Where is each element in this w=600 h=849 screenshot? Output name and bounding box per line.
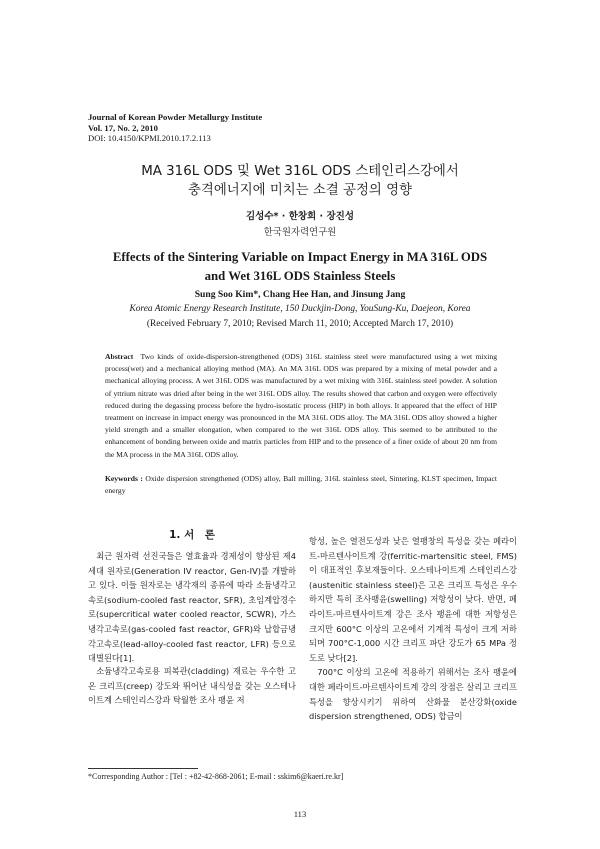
keywords-label: Keywords : bbox=[105, 474, 143, 483]
journal-header bbox=[88, 112, 262, 144]
corresponding-author-footnote: *Corresponding Author : [Tel : +82-42-868-2061; E-mail : sskim6@kaeri.re.kr] bbox=[88, 772, 344, 781]
abstract bbox=[105, 351, 497, 461]
right-column bbox=[309, 534, 517, 724]
received-dates: (Received February 7, 2010; Revised March 11, 2010; Accepted March 17, 2010) bbox=[146, 319, 454, 329]
page-number: 113 bbox=[293, 809, 307, 819]
english-affiliation: Korea Atomic Energy Research Institute, 150 Duckjin-Dong, YouSung-Ku, Daejeon, Korea bbox=[129, 304, 471, 314]
english-authors: Sung Soo Kim*, Chang Hee Han, and Jinsung Jang bbox=[194, 289, 406, 300]
body-paragraph: 700°C 이상의 고온에 적용하기 위해서는 조사 팽윤에 대한 페라이트-마르텐사이트계 강의 장점은 살리고 크리프 특성을 향상시키기 위하여 산화물 분산강화(oxide dispersion strengthened, ODS) 합금이 bbox=[309, 667, 517, 722]
body-paragraph: 최근 원자력 선진국들은 열효율과 경제성이 향상된 제4세대 원자로(Generation IV reactor, Gen-IV)를 개발하고 있다. 이들 원자로는 냉각재의 종류에 따라 소듐냉각고속로(sodium-cooled fast reactor, SFR), 초임계압경수로(supercritical water cooled reactor, SCWR), 가스냉각고속로(gas-cooled fast reactor, GFR)와 납합금냉각고속로(lead-alloy-cooled fast reactor, LFR) 등으로 대별된다[1]. bbox=[88, 551, 296, 664]
section-heading: 1. 서 론 bbox=[169, 529, 215, 541]
korean-title bbox=[0, 162, 600, 200]
abstract-text: Two kinds of oxide-dispersion-strengthened (ODS) 316L stainless steel were manufactured using a wet mixing process(wet) and a mechanical alloying method (MA). An MA 316L ODS was prepared by a mixing of metal powder and a mechanical alloying process. A wet 316L ODS was manufactured by a wet mixing with 316L stainless steel powder. A solution of yttrium nitrate was dried after being in the wet 316L ODS alloy. The results showed that carbon and oxygen were effectively reduced during the degassing process before the hydro-isostatic process (HIP) in both alloys. It appeared that the effect of HIP treatment on increase in impact energy was pronounced in the MA 316L ODS alloy. The MA 316L ODS alloy showed a higher yield strength and a smaller elongation, when compared to the wet 316L ODS alloy. This seemed to be attributed to the enhancement of bonding between oxide and matrix particles from HIP and to the presence of a finer oxide of about 20 nm from the MA process in the MA 316L ODS alloy. bbox=[105, 352, 497, 459]
body-paragraph: 소듐냉각고속로용 피복관(cladding) 재료는 우수한 고온 크리프(creep) 강도와 뛰어난 내식성을 갖는 오스테나이트계 스테인리스강과 탁월한 조사 팽윤 저 bbox=[88, 666, 296, 706]
keywords-text: Oxide dispersion strengthened (ODS) alloy, Ball milling, 316L stainless steel, Sintering, KLST specimen, Impact energy bbox=[105, 474, 497, 496]
left-column-paragraph-1 bbox=[88, 549, 296, 666]
footnote-divider bbox=[88, 768, 198, 769]
korean-title-line2: 충격에너지에 미치는 소결 공정의 영향 bbox=[188, 183, 412, 198]
journal-volume: Vol. 17, No. 2, 2010 bbox=[88, 122, 158, 133]
journal-doi: DOI: 10.4150/KPMI.2010.17.2.113 bbox=[88, 133, 211, 144]
korean-authors: 김성수* · 한창희 · 장진성 bbox=[245, 211, 354, 222]
abstract-label: Abstract bbox=[105, 352, 134, 361]
body-paragraph: 항성, 높은 열전도성과 낮은 열팽창의 특성을 갖는 페라이트-마르텐사이트계 강(ferritic-martensitic steel, FMS)이 대표적인 후보재들이다. 오스테나이트계 스테인리스강(austenitic stainless steel)은 고온 크리프 특성은 우수하지만 특히 조사팽윤(swelling) 저항성이 낮다. 반면, 페라이트-마르텐사이트계 강은 조사 팽윤에 대한 저항성은 크지만 600°C 이상의 고온에서 기계적 특성이 크게 저하되며 700°C-1,000 시간 크리프 파단 강도가 65 MPa 정도로 낮다[2]. bbox=[309, 536, 517, 663]
korean-title-line1: MA 316L ODS 및 Wet 316L ODS 스테인리스강에서 bbox=[141, 164, 459, 179]
keywords bbox=[105, 473, 497, 497]
korean-affiliation: 한국원자력연구원 bbox=[263, 228, 337, 238]
left-column-paragraph-2 bbox=[88, 664, 296, 708]
english-title bbox=[0, 248, 600, 285]
english-title-line2: and Wet 316L ODS Stainless Steels bbox=[204, 268, 396, 283]
journal-name: Journal of Korean Powder Metallurgy Institute bbox=[88, 112, 263, 122]
english-title-line1: Effects of the Sintering Variable on Impact Energy in MA 316L ODS bbox=[112, 250, 488, 264]
